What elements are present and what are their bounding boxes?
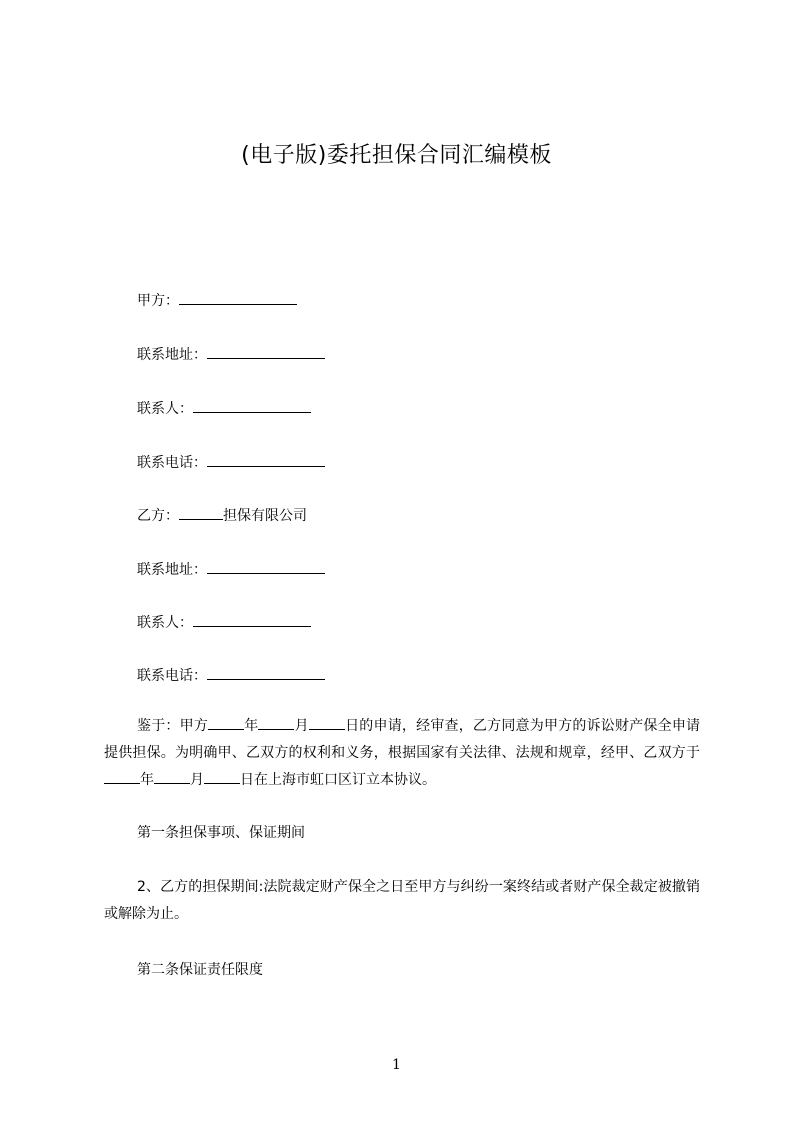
party-a-address-field [137,344,325,365]
preamble-month-2: 月 [190,772,204,788]
party-b-name-blank[interactable] [179,505,223,520]
preamble-text-3: 日在上海市虹口区订立本协议。 [240,772,436,788]
party-a-phone-blank[interactable] [207,452,325,467]
party-a-name-field [137,290,297,311]
party-a-phone-label: 联系电话： [137,455,207,471]
preamble-year-blank-1[interactable] [208,715,244,730]
party-b-name-suffix: 担保有限公司 [223,508,307,524]
party-a-phone-field [137,452,325,473]
party-b-contact-label: 联系人： [137,615,193,631]
preamble-year-1: 年 [244,718,259,734]
party-a-contact-blank[interactable] [193,398,311,413]
page-number: 1 [392,1057,401,1073]
preamble-year-2: 年 [140,772,154,788]
party-a-contact-label: 联系人： [137,401,193,417]
party-b-name-label: 乙方： [137,508,179,524]
party-a-name-label: 甲方： [137,293,179,309]
party-b-contact-blank[interactable] [193,612,311,627]
article-1-item-2-text: 2、乙方的担保期间:法院裁定财产保全之日至甲方与纠纷一案终结或者财产保全裁定被撤销或解除为止。 [104,879,700,922]
party-a-contact-field [137,398,311,419]
preamble-month-blank-1[interactable] [258,715,294,730]
party-b-address-field [137,559,325,580]
party-b-address-label: 联系地址： [137,562,207,578]
party-a-name-blank[interactable] [179,290,297,305]
article-2-heading: 第二条保证责任限度 [137,962,263,978]
preamble-month-1: 月 [294,718,309,734]
preamble-text-2: 日的申请，经审查，乙方同意为甲方的诉讼财产保全申请提供担保。为明确甲、乙双方的权利和义务，根据国家有关法律、法规和规章，经甲、乙双方于 [104,718,701,761]
party-b-address-blank[interactable] [207,559,325,574]
document-title: (电子版)委托担保合同汇编模板 [241,143,552,168]
preamble-year-blank-2[interactable] [104,769,140,784]
preamble-text-1: 鉴于：甲方 [137,718,209,734]
party-a-address-label: 联系地址： [137,347,207,363]
preamble-day-blank-1[interactable] [309,715,345,730]
article-1-heading: 第一条担保事项、保证期间 [137,825,305,841]
preamble-paragraph [104,713,700,794]
party-b-contact-field [137,612,311,633]
party-b-name-field [137,505,307,526]
party-b-phone-field [137,665,325,686]
party-b-phone-blank[interactable] [207,665,325,680]
preamble-day-blank-2[interactable] [204,769,240,784]
article-1-item-2 [104,874,700,928]
party-a-address-blank[interactable] [207,344,325,359]
party-b-phone-label: 联系电话： [137,668,207,684]
preamble-month-blank-2[interactable] [154,769,190,784]
